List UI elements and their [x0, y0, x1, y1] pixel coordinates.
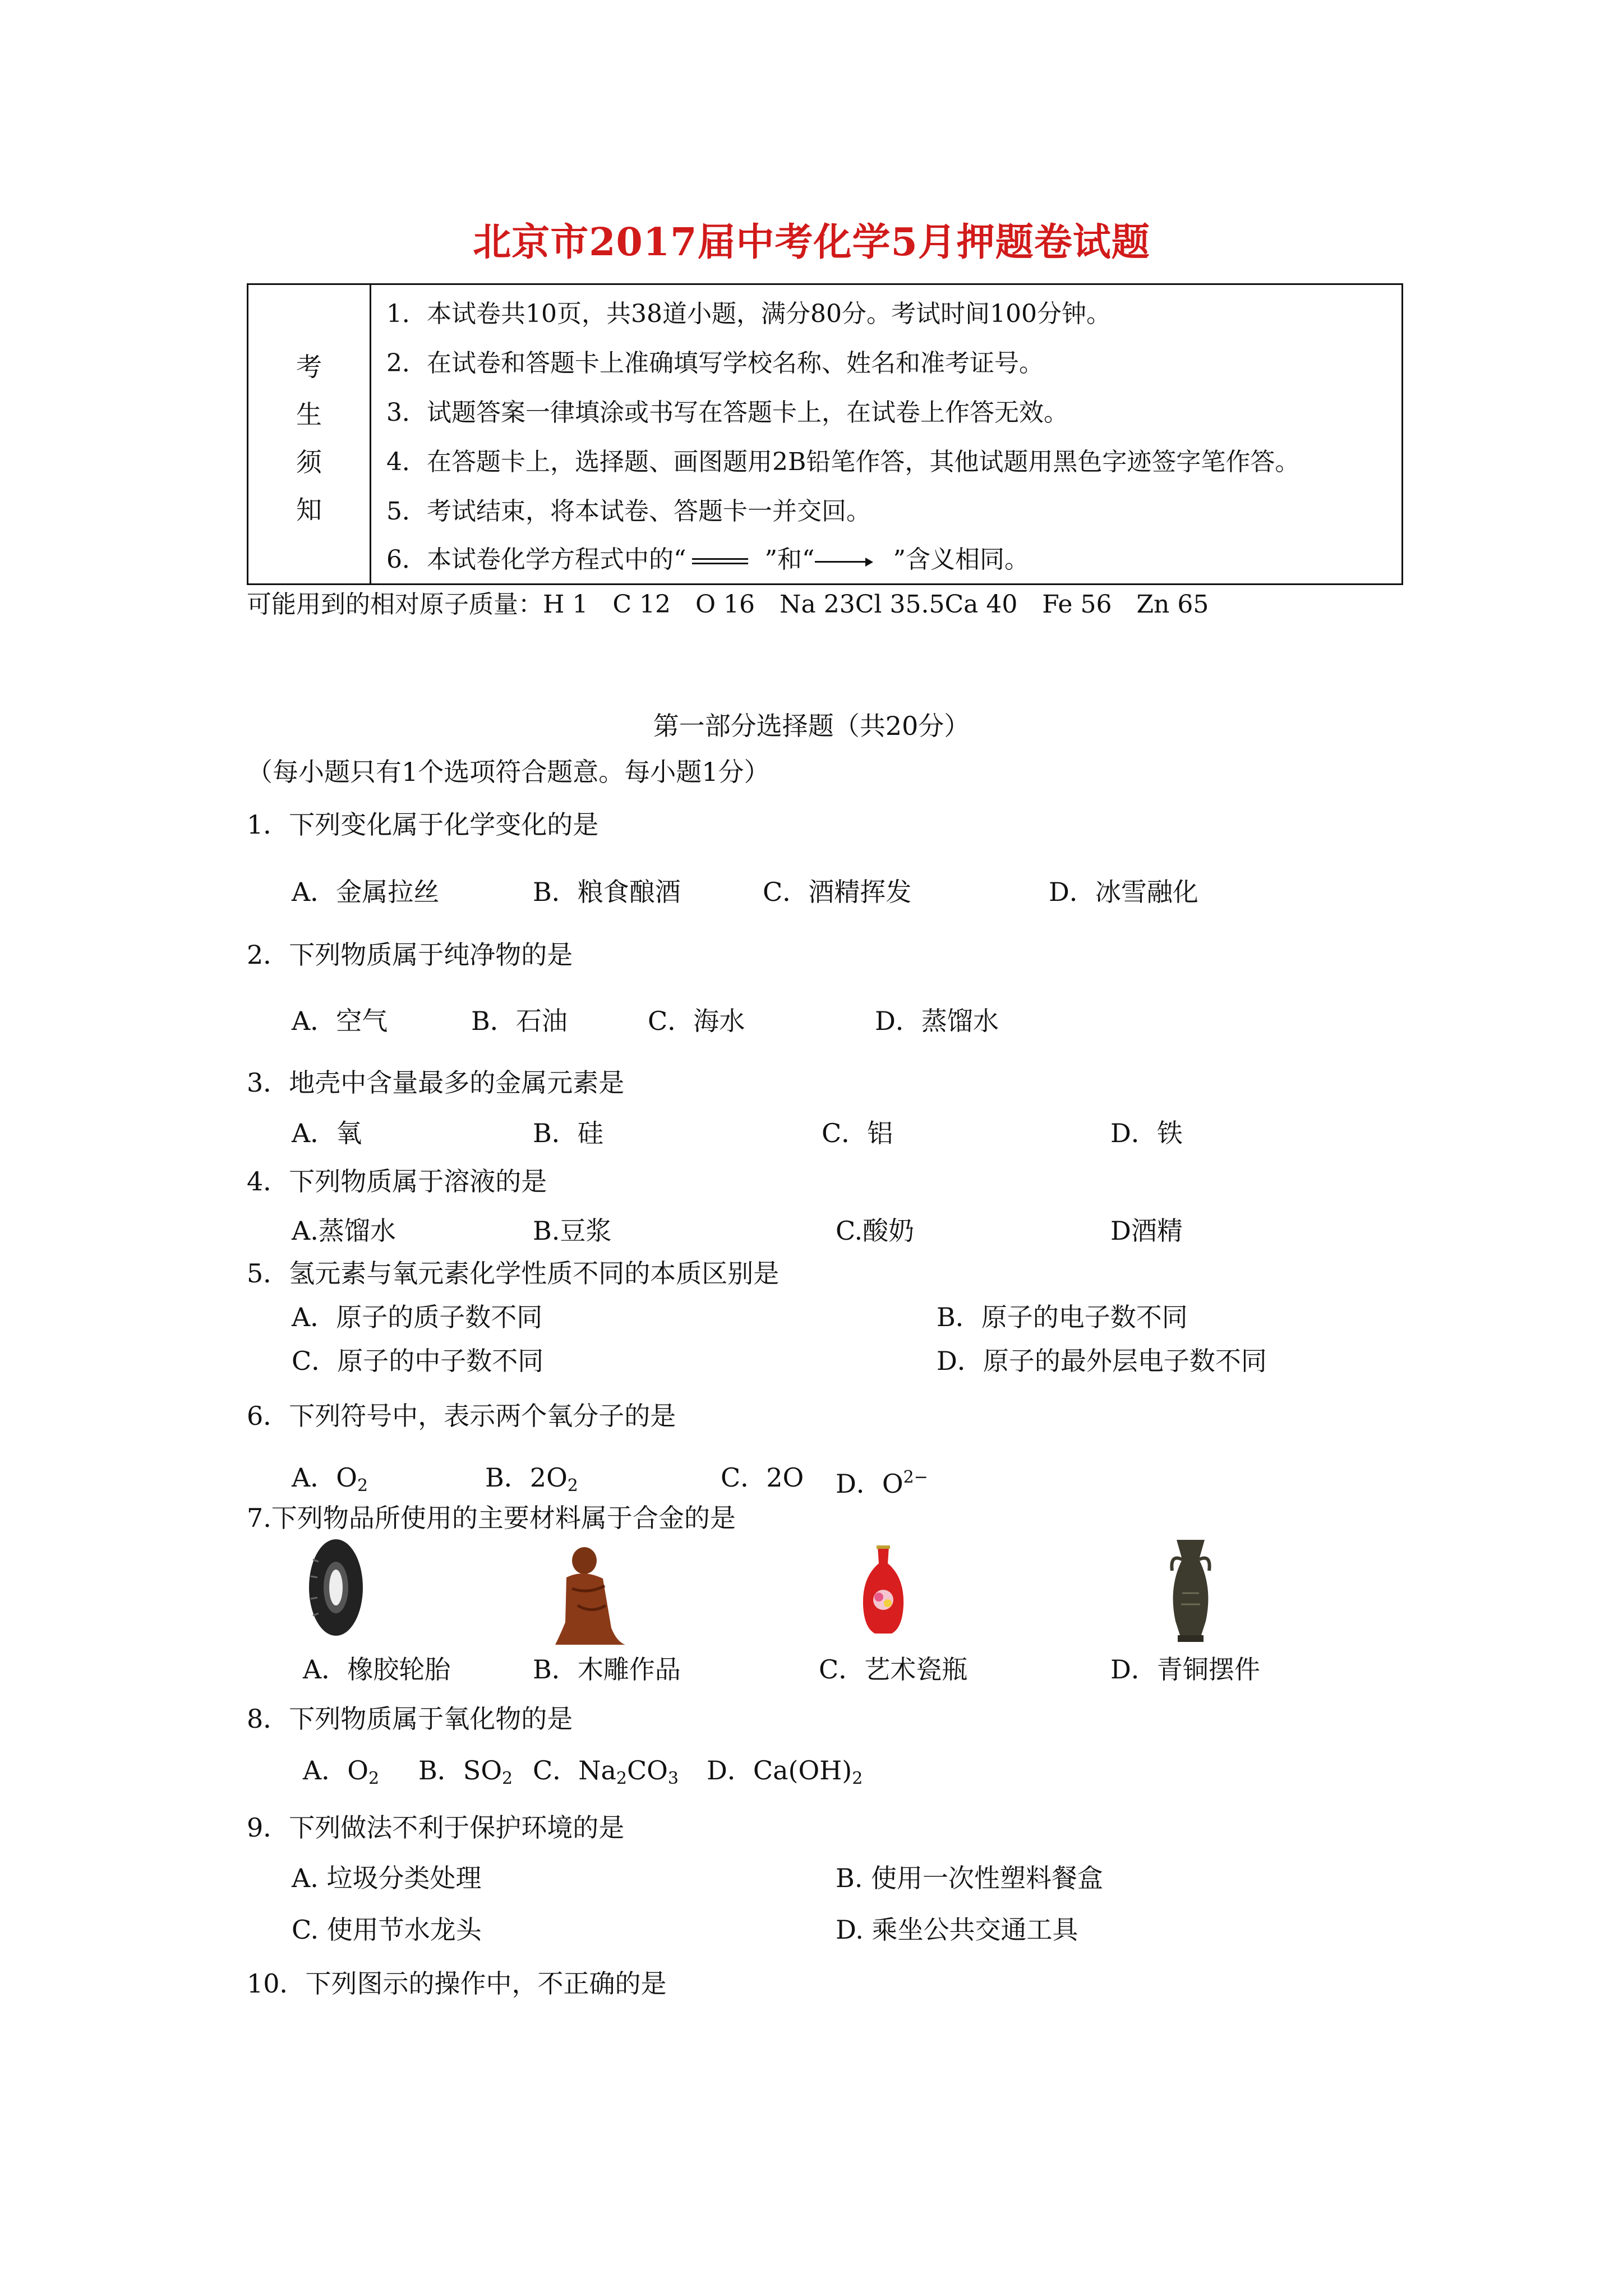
option: D．蒸馏水 [875, 1006, 999, 1036]
notice-divider [370, 285, 371, 583]
option: D．原子的最外层电子数不同 [937, 1346, 1267, 1376]
question-stem: 5．氢元素与氧元素化学性质不同的本质区别是 [247, 1258, 780, 1289]
subscript: 2 [368, 1769, 380, 1788]
notice-item6-part: ”含义相同。 [893, 545, 1029, 574]
option-text: B．2O [485, 1462, 568, 1493]
option: C．铝 [822, 1118, 893, 1148]
question-stem: 2．下列物质属于纯净物的是 [247, 940, 573, 970]
question-stem: 8．下列物质属于氧化物的是 [247, 1704, 573, 1734]
subscript: 2 [567, 1476, 578, 1496]
tire-image [305, 1537, 367, 1638]
porcelain-vase-image [861, 1544, 906, 1636]
option [836, 1461, 928, 1501]
option-text: C．Na [533, 1755, 616, 1786]
option [485, 1461, 578, 1503]
section-instruction: （每小题只有1个选项符合题意。每小题1分） [247, 757, 770, 787]
notice-item: 3．试题答案一律填涂或书写在答题卡上，在试卷上作答无效。 [386, 398, 1068, 427]
option: D．青铜摆件 [1110, 1654, 1260, 1685]
subscript: 2 [852, 1769, 863, 1788]
option: A．金属拉丝 [292, 877, 440, 907]
notice-item6-part: ”和“ [764, 545, 815, 574]
subscript: 3 [667, 1769, 679, 1788]
question-stem: 10．下列图示的操作中，不正确的是 [247, 1968, 667, 1999]
option: C. 使用节水龙头 [292, 1915, 482, 1945]
option-text: D．Ca(OH) [707, 1755, 852, 1786]
right-arrow-icon [815, 556, 893, 567]
question-stem: 6．下列符号中，表示两个氧分子的是 [247, 1401, 676, 1431]
notice-item: 1．本试卷共10页，共38道小题，满分80分。考试时间100分钟。 [386, 300, 1111, 328]
option: A．氧 [292, 1118, 362, 1148]
notice-item-6 [386, 544, 1029, 576]
wood-carving-image [550, 1544, 628, 1648]
option: B．原子的电子数不同 [937, 1302, 1188, 1332]
option: D酒精 [1110, 1216, 1183, 1246]
notice-label-char: 生 [296, 399, 322, 430]
option: B.豆浆 [533, 1216, 612, 1246]
option-text: B．SO [418, 1755, 502, 1786]
notice-item: 2．在试卷和答题卡上准确填写学校名称、姓名和准考证号。 [386, 349, 1044, 378]
option: A．橡胶轮胎 [303, 1654, 451, 1685]
option: B．木雕作品 [533, 1654, 681, 1685]
subscript: 2 [616, 1769, 627, 1788]
option: D．冰雪融化 [1049, 877, 1198, 907]
option: C．2O [721, 1462, 804, 1493]
option [303, 1754, 379, 1796]
option: C．酒精挥发 [763, 877, 912, 907]
option: A. 垃圾分类处理 [292, 1863, 482, 1893]
notice-label-char: 知 [296, 495, 322, 525]
question-stem: 4．下列物质属于溶液的是 [247, 1166, 547, 1197]
question-stem: 3．地壳中含量最多的金属元素是 [247, 1068, 625, 1098]
option [533, 1754, 679, 1796]
option: B．粮食酿酒 [533, 877, 681, 907]
option: A．原子的质子数不同 [292, 1302, 543, 1332]
notice-item: 5．考试结束，将本试卷、答题卡一并交回。 [386, 497, 871, 526]
superscript: 2− [903, 1467, 928, 1487]
notice-label-char: 须 [296, 447, 322, 477]
option-text: A．O [292, 1462, 357, 1493]
option [292, 1461, 368, 1503]
atomic-masses: 可能用到的相对原子质量：H 1 C 12 O 16 Na 23Cl 35.5Ca 40 Fe 56 Zn 65 [247, 590, 1209, 619]
option: A．空气 [292, 1006, 388, 1036]
option: C．艺术瓷瓶 [819, 1654, 968, 1685]
option: D. 乘坐公共交通工具 [836, 1915, 1078, 1945]
option [707, 1754, 863, 1796]
subscript: 2 [502, 1769, 513, 1788]
option: C．原子的中子数不同 [292, 1346, 544, 1376]
bronze-vessel-image [1165, 1537, 1216, 1644]
option: A.蒸馏水 [292, 1216, 396, 1246]
option: C.酸奶 [836, 1216, 915, 1246]
notice-item6-part: 6．本试卷化学方程式中的“ [386, 545, 686, 574]
option: C．海水 [648, 1006, 745, 1036]
option [418, 1754, 513, 1796]
option-text: CO [626, 1755, 668, 1786]
option-text: A．O [303, 1755, 368, 1786]
page-title: 北京市2017届中考化学5月押题卷试题 [473, 220, 1150, 265]
notice-item: 4．在答题卡上，选择题、画图题用2B铅笔作答，其他试题用黑色字迹签字笔作答。 [386, 448, 1300, 476]
option: B. 使用一次性塑料餐盒 [836, 1863, 1104, 1893]
section-title: 第一部分选择题（共20分） [653, 711, 970, 741]
option-text: D．O [836, 1469, 903, 1499]
question-stem: 1．下列变化属于化学变化的是 [247, 809, 599, 840]
option: B．硅 [533, 1118, 603, 1148]
equals-arrow-icon [686, 556, 765, 567]
question-stem: 7.下列物品所使用的主要材料属于合金的是 [247, 1503, 736, 1533]
notice-label-char: 考 [296, 352, 322, 382]
question-stem: 9．下列做法不利于保护环境的是 [247, 1812, 625, 1843]
option: D．铁 [1110, 1118, 1183, 1148]
exam-notice-box [247, 283, 1403, 585]
subscript: 2 [357, 1476, 368, 1496]
option: B．石油 [471, 1006, 568, 1036]
